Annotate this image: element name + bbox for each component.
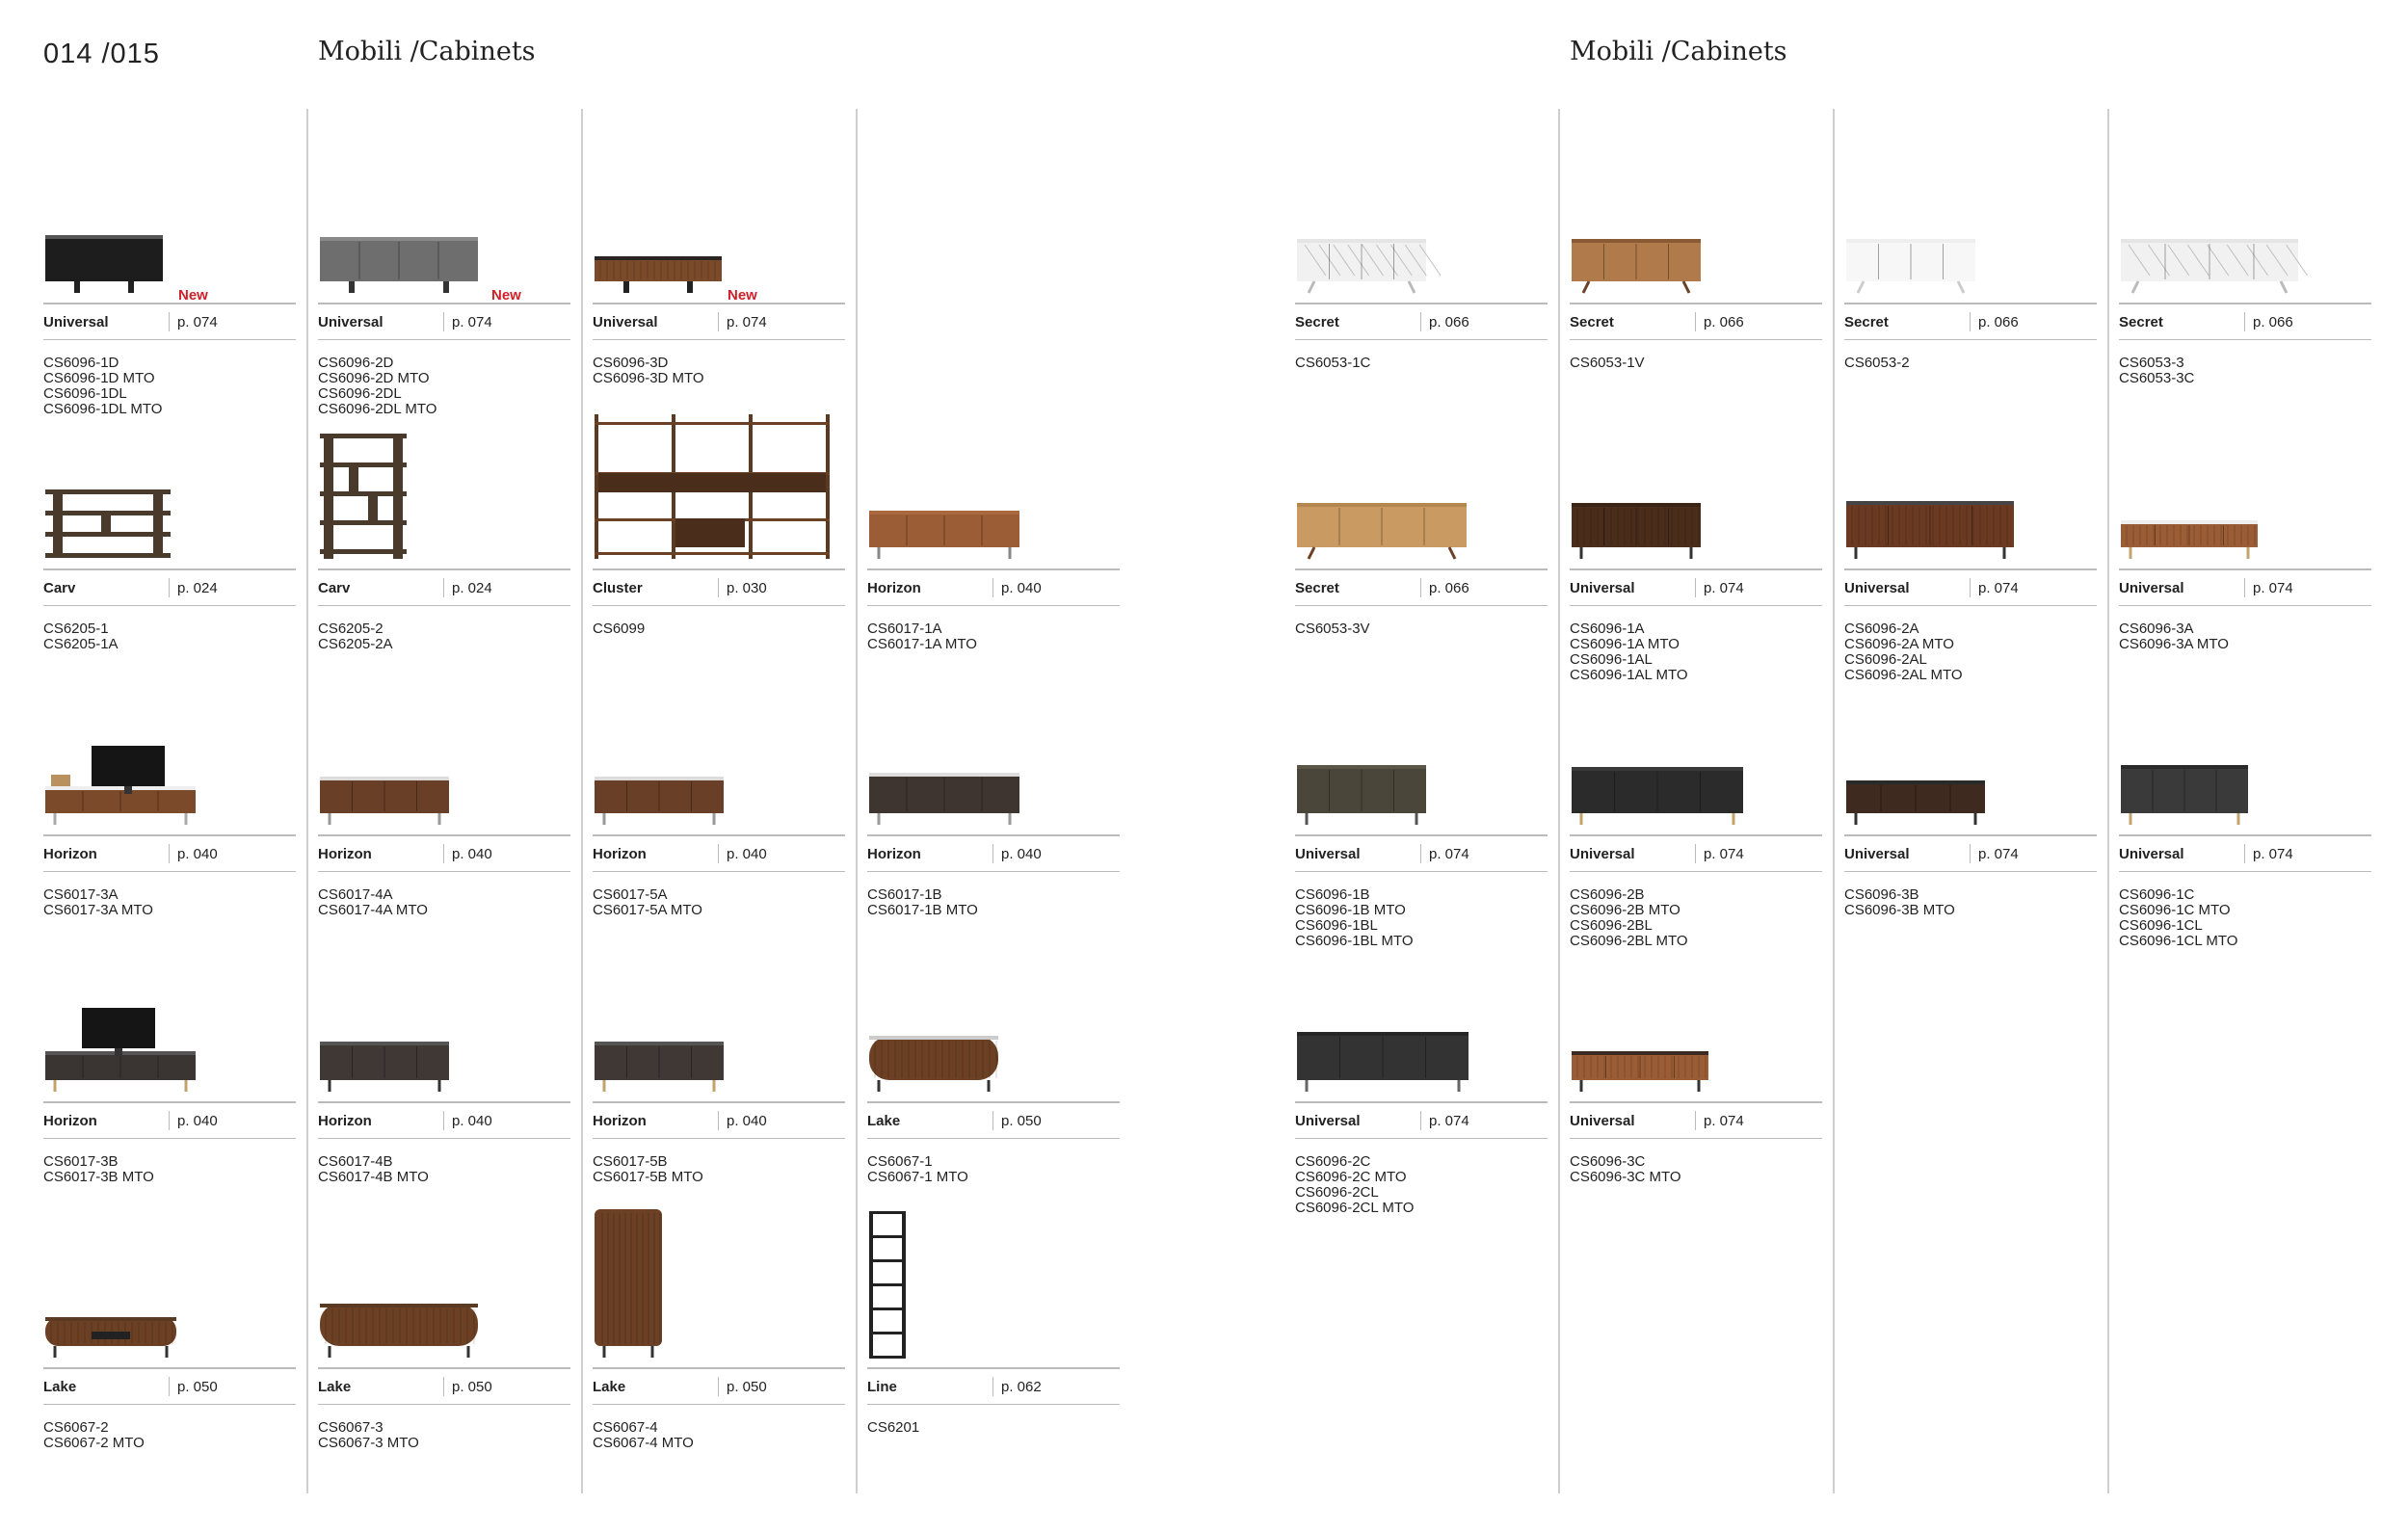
product-card bbox=[593, 374, 845, 640]
product-name: Universal bbox=[2119, 580, 2184, 596]
new-badge: New bbox=[728, 287, 757, 304]
product-image bbox=[43, 640, 296, 832]
product-image bbox=[318, 374, 570, 567]
product-code: CS6096-2D MTO bbox=[318, 370, 430, 386]
product-code: CS6096-3A MTO bbox=[2119, 636, 2229, 652]
header-divider bbox=[443, 1111, 444, 1130]
product-code: CS6096-1DL MTO bbox=[43, 401, 163, 417]
product-name: Cluster bbox=[593, 580, 643, 596]
product-header bbox=[318, 303, 570, 340]
product-name: Lake bbox=[318, 1379, 352, 1395]
section-title-right: Mobili /Cabinets bbox=[1570, 37, 1787, 66]
product-code: CS6096-1BL bbox=[1295, 917, 1378, 934]
product-name: Secret bbox=[1295, 314, 1339, 330]
product-code: CS6067-3 MTO bbox=[318, 1435, 419, 1451]
product-name: Horizon bbox=[593, 1113, 647, 1129]
product-header bbox=[318, 834, 570, 872]
product-code: CS6067-4 bbox=[593, 1419, 658, 1436]
product-header bbox=[1570, 568, 1822, 606]
product-code: CS6096-1AL bbox=[1570, 651, 1653, 668]
product-image bbox=[43, 374, 296, 567]
product-card bbox=[43, 374, 296, 652]
product-header bbox=[1844, 834, 2097, 872]
page-reference: p. 066 bbox=[2253, 314, 2293, 330]
product-name: Line bbox=[867, 1379, 897, 1395]
new-badge: New bbox=[178, 287, 208, 304]
product-name: Horizon bbox=[867, 580, 921, 596]
product-name: Universal bbox=[1844, 846, 1910, 862]
product-card bbox=[318, 1173, 570, 1451]
product-header bbox=[1295, 303, 1548, 340]
product-image bbox=[1570, 108, 1822, 301]
product-code: CS6017-1B bbox=[867, 886, 942, 903]
product-image bbox=[1844, 108, 2097, 301]
column-divider bbox=[306, 109, 308, 1493]
product-card bbox=[867, 640, 1120, 918]
page-reference: p. 040 bbox=[1001, 846, 1042, 862]
page-reference: p. 074 bbox=[1978, 846, 2019, 862]
product-codes bbox=[1295, 621, 1370, 637]
product-code: CS6017-1A MTO bbox=[867, 636, 977, 652]
header-divider bbox=[718, 578, 719, 597]
page-reference: p. 074 bbox=[1704, 846, 1744, 862]
product-card bbox=[2119, 108, 2371, 386]
product-card bbox=[1844, 640, 2097, 918]
page-reference: p. 024 bbox=[452, 580, 492, 596]
page-reference: p. 040 bbox=[177, 1113, 218, 1129]
product-name: Carv bbox=[43, 580, 76, 596]
product-header bbox=[1844, 568, 2097, 606]
product-header bbox=[593, 1101, 845, 1139]
page-reference: p. 074 bbox=[2253, 846, 2293, 862]
page-reference: p. 074 bbox=[2253, 580, 2293, 596]
product-code: CS6053-1C bbox=[1295, 355, 1371, 371]
product-card bbox=[2119, 374, 2371, 652]
header-divider bbox=[2244, 578, 2245, 597]
product-code: CS6096-1CL bbox=[2119, 917, 2203, 934]
product-card bbox=[593, 108, 845, 386]
product-code: CS6096-1B MTO bbox=[1295, 902, 1406, 918]
header-divider bbox=[169, 844, 170, 863]
header-divider bbox=[718, 312, 719, 331]
product-card bbox=[318, 907, 570, 1185]
page-reference: p. 040 bbox=[727, 846, 767, 862]
product-code: CS6017-3A MTO bbox=[43, 902, 153, 918]
header-divider bbox=[2244, 312, 2245, 331]
product-card bbox=[1295, 907, 1548, 1216]
product-name: Horizon bbox=[593, 846, 647, 862]
product-image bbox=[593, 108, 845, 301]
product-code: CS6205-1A bbox=[43, 636, 119, 652]
column-divider bbox=[1833, 109, 1835, 1493]
page-reference: p. 074 bbox=[1429, 846, 1469, 862]
page-reference: p. 030 bbox=[727, 580, 767, 596]
header-divider bbox=[718, 844, 719, 863]
product-image bbox=[593, 907, 845, 1099]
product-code: CS6205-1 bbox=[43, 621, 109, 637]
product-image bbox=[1844, 374, 2097, 567]
product-code: CS6053-3V bbox=[1295, 621, 1370, 637]
product-name: Secret bbox=[1570, 314, 1614, 330]
product-header bbox=[2119, 568, 2371, 606]
product-header bbox=[43, 1367, 296, 1405]
product-image bbox=[318, 907, 570, 1099]
product-header bbox=[867, 834, 1120, 872]
product-code: CS6096-1BL MTO bbox=[1295, 933, 1414, 949]
product-codes bbox=[1844, 356, 1910, 371]
product-codes bbox=[2119, 887, 2237, 949]
product-card bbox=[593, 640, 845, 918]
page-reference: p. 050 bbox=[1001, 1113, 1042, 1129]
product-card bbox=[1844, 374, 2097, 683]
product-name: Universal bbox=[2119, 846, 2184, 862]
product-image bbox=[1570, 374, 1822, 567]
product-code: CS6096-2C MTO bbox=[1295, 1169, 1407, 1185]
product-code: CS6205-2 bbox=[318, 621, 384, 637]
product-name: Horizon bbox=[43, 1113, 97, 1129]
product-card bbox=[318, 374, 570, 652]
header-divider bbox=[1970, 844, 1971, 863]
page-reference: p. 074 bbox=[727, 314, 767, 330]
page-reference: p. 040 bbox=[452, 1113, 492, 1129]
product-card bbox=[1844, 108, 2097, 374]
product-name: Universal bbox=[318, 314, 384, 330]
product-name: Horizon bbox=[867, 846, 921, 862]
product-header bbox=[318, 1367, 570, 1405]
product-code: CS6096-2DL bbox=[318, 385, 402, 402]
page-reference: p. 050 bbox=[727, 1379, 767, 1395]
product-card bbox=[1570, 640, 1822, 949]
product-codes bbox=[1844, 887, 1955, 918]
product-code: CS6017-3A bbox=[43, 886, 119, 903]
header-divider bbox=[443, 312, 444, 331]
page-reference: p. 040 bbox=[177, 846, 218, 862]
product-code: CS6096-2DL MTO bbox=[318, 401, 437, 417]
header-divider bbox=[992, 578, 993, 597]
product-card bbox=[2119, 640, 2371, 949]
product-image bbox=[1295, 907, 1548, 1099]
product-image bbox=[2119, 374, 2371, 567]
product-code: CS6096-2B MTO bbox=[1570, 902, 1680, 918]
product-header bbox=[2119, 834, 2371, 872]
product-header bbox=[1570, 1101, 1822, 1139]
product-code: CS6017-3B MTO bbox=[43, 1169, 154, 1185]
product-image bbox=[1570, 907, 1822, 1099]
product-card bbox=[43, 907, 296, 1185]
product-code: CS6017-5B bbox=[593, 1153, 668, 1170]
product-code: CS6096-1AL MTO bbox=[1570, 667, 1688, 683]
product-code: CS6067-2 MTO bbox=[43, 1435, 145, 1451]
product-card bbox=[1295, 108, 1548, 374]
product-card bbox=[318, 640, 570, 918]
page-reference: p. 066 bbox=[1429, 580, 1469, 596]
product-name: Universal bbox=[1844, 580, 1910, 596]
product-name: Universal bbox=[1295, 846, 1361, 862]
product-image bbox=[2119, 640, 2371, 832]
product-name: Horizon bbox=[318, 1113, 372, 1129]
page-reference: p. 074 bbox=[1704, 580, 1744, 596]
product-image bbox=[2119, 108, 2371, 301]
product-header bbox=[1844, 303, 2097, 340]
header-divider bbox=[1420, 1111, 1421, 1130]
product-code: CS6096-3D MTO bbox=[593, 370, 704, 386]
product-image bbox=[593, 640, 845, 832]
product-codes bbox=[1570, 356, 1645, 371]
page-reference: p. 040 bbox=[452, 846, 492, 862]
product-card bbox=[43, 1173, 296, 1451]
product-card bbox=[1570, 907, 1822, 1185]
product-header bbox=[43, 568, 296, 606]
product-card bbox=[318, 108, 570, 417]
product-code: CS6067-1 MTO bbox=[867, 1169, 968, 1185]
page-reference: p. 074 bbox=[1978, 580, 2019, 596]
header-divider bbox=[169, 312, 170, 331]
product-image bbox=[318, 640, 570, 832]
product-code: CS6096-3A bbox=[2119, 621, 2194, 637]
product-card bbox=[43, 108, 296, 417]
product-code: CS6017-1B MTO bbox=[867, 902, 978, 918]
header-divider bbox=[1420, 844, 1421, 863]
product-image bbox=[1295, 108, 1548, 301]
header-divider bbox=[1420, 578, 1421, 597]
product-code: CS6096-2C bbox=[1295, 1153, 1371, 1170]
header-divider bbox=[1970, 312, 1971, 331]
product-code: CS6017-4B bbox=[318, 1153, 393, 1170]
product-header bbox=[318, 568, 570, 606]
product-image bbox=[43, 1173, 296, 1365]
product-code: CS6053-2 bbox=[1844, 355, 1910, 371]
product-code: CS6017-5B MTO bbox=[593, 1169, 703, 1185]
page-number: 014 /015 bbox=[43, 39, 160, 69]
product-code: CS6067-2 bbox=[43, 1419, 109, 1436]
product-header bbox=[1295, 568, 1548, 606]
product-code: CS6099 bbox=[593, 621, 646, 637]
product-code: CS6096-1A bbox=[1570, 621, 1645, 637]
product-header bbox=[867, 568, 1120, 606]
header-divider bbox=[443, 1377, 444, 1396]
header-divider bbox=[1695, 844, 1696, 863]
header-divider bbox=[1695, 1111, 1696, 1130]
product-name: Lake bbox=[43, 1379, 77, 1395]
product-code: CS6067-4 MTO bbox=[593, 1435, 694, 1451]
product-card bbox=[1570, 108, 1822, 374]
product-name: Horizon bbox=[318, 846, 372, 862]
product-card bbox=[593, 1173, 845, 1451]
product-header bbox=[593, 834, 845, 872]
product-header bbox=[318, 1101, 570, 1139]
product-header bbox=[1570, 834, 1822, 872]
product-image bbox=[867, 374, 1120, 567]
product-codes bbox=[1570, 1154, 1681, 1185]
product-header bbox=[2119, 303, 2371, 340]
product-name: Universal bbox=[1570, 846, 1635, 862]
product-code: CS6096-1D MTO bbox=[43, 370, 155, 386]
product-card bbox=[1295, 374, 1548, 640]
page-reference: p. 074 bbox=[1704, 1113, 1744, 1129]
product-code: CS6201 bbox=[867, 1419, 920, 1436]
product-code: CS6017-5A MTO bbox=[593, 902, 702, 918]
product-header bbox=[43, 834, 296, 872]
product-image bbox=[318, 108, 570, 301]
product-name: Lake bbox=[867, 1113, 901, 1129]
header-divider bbox=[1970, 578, 1971, 597]
header-divider bbox=[169, 1111, 170, 1130]
product-card bbox=[593, 907, 845, 1185]
page-reference: p. 040 bbox=[727, 1113, 767, 1129]
header-divider bbox=[718, 1111, 719, 1130]
header-divider bbox=[2244, 844, 2245, 863]
product-image bbox=[867, 1173, 1120, 1365]
product-code: CS6096-2CL MTO bbox=[1295, 1200, 1415, 1216]
product-code: CS6096-2BL MTO bbox=[1570, 933, 1688, 949]
product-name: Universal bbox=[1295, 1113, 1361, 1129]
product-image bbox=[593, 374, 845, 567]
product-code: CS6096-2AL bbox=[1844, 651, 1927, 668]
page-reference: p. 062 bbox=[1001, 1379, 1042, 1395]
page-reference: p. 074 bbox=[177, 314, 218, 330]
product-header bbox=[1295, 834, 1548, 872]
product-header bbox=[1295, 1101, 1548, 1139]
product-code: CS6096-2AL MTO bbox=[1844, 667, 1963, 683]
product-image bbox=[593, 1173, 845, 1365]
product-codes bbox=[1295, 356, 1370, 371]
product-codes bbox=[593, 1420, 694, 1451]
product-code: CS6096-1CL MTO bbox=[2119, 933, 2238, 949]
product-code: CS6096-2CL bbox=[1295, 1184, 1379, 1201]
product-image bbox=[1570, 640, 1822, 832]
product-image bbox=[318, 1173, 570, 1365]
product-image bbox=[43, 108, 296, 301]
page-reference: p. 050 bbox=[452, 1379, 492, 1395]
product-header bbox=[867, 1101, 1120, 1139]
product-header bbox=[593, 303, 845, 340]
product-image bbox=[867, 640, 1120, 832]
product-codes bbox=[867, 1420, 919, 1436]
product-code: CS6053-1V bbox=[1570, 355, 1645, 371]
product-name: Universal bbox=[43, 314, 109, 330]
product-image bbox=[43, 907, 296, 1099]
product-code: CS6096-3C bbox=[1570, 1153, 1646, 1170]
product-codes bbox=[593, 621, 645, 637]
product-code: CS6053-3 bbox=[2119, 355, 2184, 371]
product-code: CS6096-3D bbox=[593, 355, 669, 371]
product-header bbox=[1570, 303, 1822, 340]
column-divider bbox=[1558, 109, 1560, 1493]
product-header bbox=[43, 1101, 296, 1139]
new-badge: New bbox=[491, 287, 521, 304]
product-card bbox=[867, 1173, 1120, 1439]
header-divider bbox=[169, 1377, 170, 1396]
product-name: Universal bbox=[1570, 580, 1635, 596]
header-divider bbox=[443, 578, 444, 597]
product-codes bbox=[43, 1420, 145, 1451]
header-divider bbox=[718, 1377, 719, 1396]
header-divider bbox=[992, 1111, 993, 1130]
header-divider bbox=[1420, 312, 1421, 331]
product-codes bbox=[318, 1420, 419, 1451]
product-code: CS6096-1A MTO bbox=[1570, 636, 1680, 652]
product-name: Lake bbox=[593, 1379, 626, 1395]
product-code: CS6017-4A MTO bbox=[318, 902, 428, 918]
product-codes bbox=[1295, 1154, 1414, 1216]
page-reference: p. 024 bbox=[177, 580, 218, 596]
product-card bbox=[1570, 374, 1822, 683]
product-code: CS6017-1A bbox=[867, 621, 942, 637]
product-code: CS6096-2D bbox=[318, 355, 394, 371]
header-divider bbox=[169, 578, 170, 597]
product-code: CS6096-1B bbox=[1295, 886, 1370, 903]
header-divider bbox=[443, 844, 444, 863]
product-code: CS6096-1C MTO bbox=[2119, 902, 2231, 918]
product-header bbox=[593, 1367, 845, 1405]
product-image bbox=[1295, 640, 1548, 832]
product-code: CS6017-4B MTO bbox=[318, 1169, 429, 1185]
product-name: Secret bbox=[2119, 314, 2163, 330]
product-name: Secret bbox=[1295, 580, 1339, 596]
page-reference: p. 040 bbox=[1001, 580, 1042, 596]
product-header bbox=[593, 568, 845, 606]
product-code: CS6096-2BL bbox=[1570, 917, 1653, 934]
product-code: CS6096-2A MTO bbox=[1844, 636, 1954, 652]
product-code: CS6096-3C MTO bbox=[1570, 1169, 1681, 1185]
product-code: CS6053-3C bbox=[2119, 370, 2195, 386]
product-card bbox=[867, 907, 1120, 1185]
header-divider bbox=[1695, 312, 1696, 331]
page-reference: p. 066 bbox=[1429, 314, 1469, 330]
column-divider bbox=[2107, 109, 2109, 1493]
product-code: CS6096-1C bbox=[2119, 886, 2195, 903]
header-divider bbox=[1695, 578, 1696, 597]
page-reference: p. 074 bbox=[452, 314, 492, 330]
product-code: CS6017-4A bbox=[318, 886, 393, 903]
product-header bbox=[43, 303, 296, 340]
page-reference: p. 066 bbox=[1978, 314, 2019, 330]
section-title-left: Mobili /Cabinets bbox=[318, 37, 536, 66]
product-card bbox=[867, 374, 1120, 652]
page-reference: p. 066 bbox=[1704, 314, 1744, 330]
page-reference: p. 074 bbox=[1429, 1113, 1469, 1129]
product-image bbox=[1844, 640, 2097, 832]
product-code: CS6096-3B bbox=[1844, 886, 1919, 903]
product-code: CS6067-3 bbox=[318, 1419, 384, 1436]
product-name: Horizon bbox=[43, 846, 97, 862]
header-divider bbox=[992, 844, 993, 863]
product-image bbox=[867, 907, 1120, 1099]
product-code: CS6096-1D bbox=[43, 355, 119, 371]
header-divider bbox=[992, 1377, 993, 1396]
product-header bbox=[867, 1367, 1120, 1405]
product-code: CS6096-1DL bbox=[43, 385, 127, 402]
column-divider bbox=[581, 109, 583, 1493]
product-code: CS6096-2A bbox=[1844, 621, 1919, 637]
product-card bbox=[1295, 640, 1548, 949]
product-code: CS6096-2B bbox=[1570, 886, 1645, 903]
page-reference: p. 050 bbox=[177, 1379, 218, 1395]
product-code: CS6067-1 bbox=[867, 1153, 933, 1170]
product-name: Carv bbox=[318, 580, 351, 596]
product-image bbox=[1295, 374, 1548, 567]
product-code: CS6096-3B MTO bbox=[1844, 902, 1955, 918]
product-code: CS6017-3B bbox=[43, 1153, 119, 1170]
product-code: CS6017-5A bbox=[593, 886, 668, 903]
product-card bbox=[43, 640, 296, 918]
product-name: Universal bbox=[1570, 1113, 1635, 1129]
product-name: Secret bbox=[1844, 314, 1889, 330]
product-code: CS6205-2A bbox=[318, 636, 393, 652]
product-name: Universal bbox=[593, 314, 658, 330]
column-divider bbox=[856, 109, 858, 1493]
